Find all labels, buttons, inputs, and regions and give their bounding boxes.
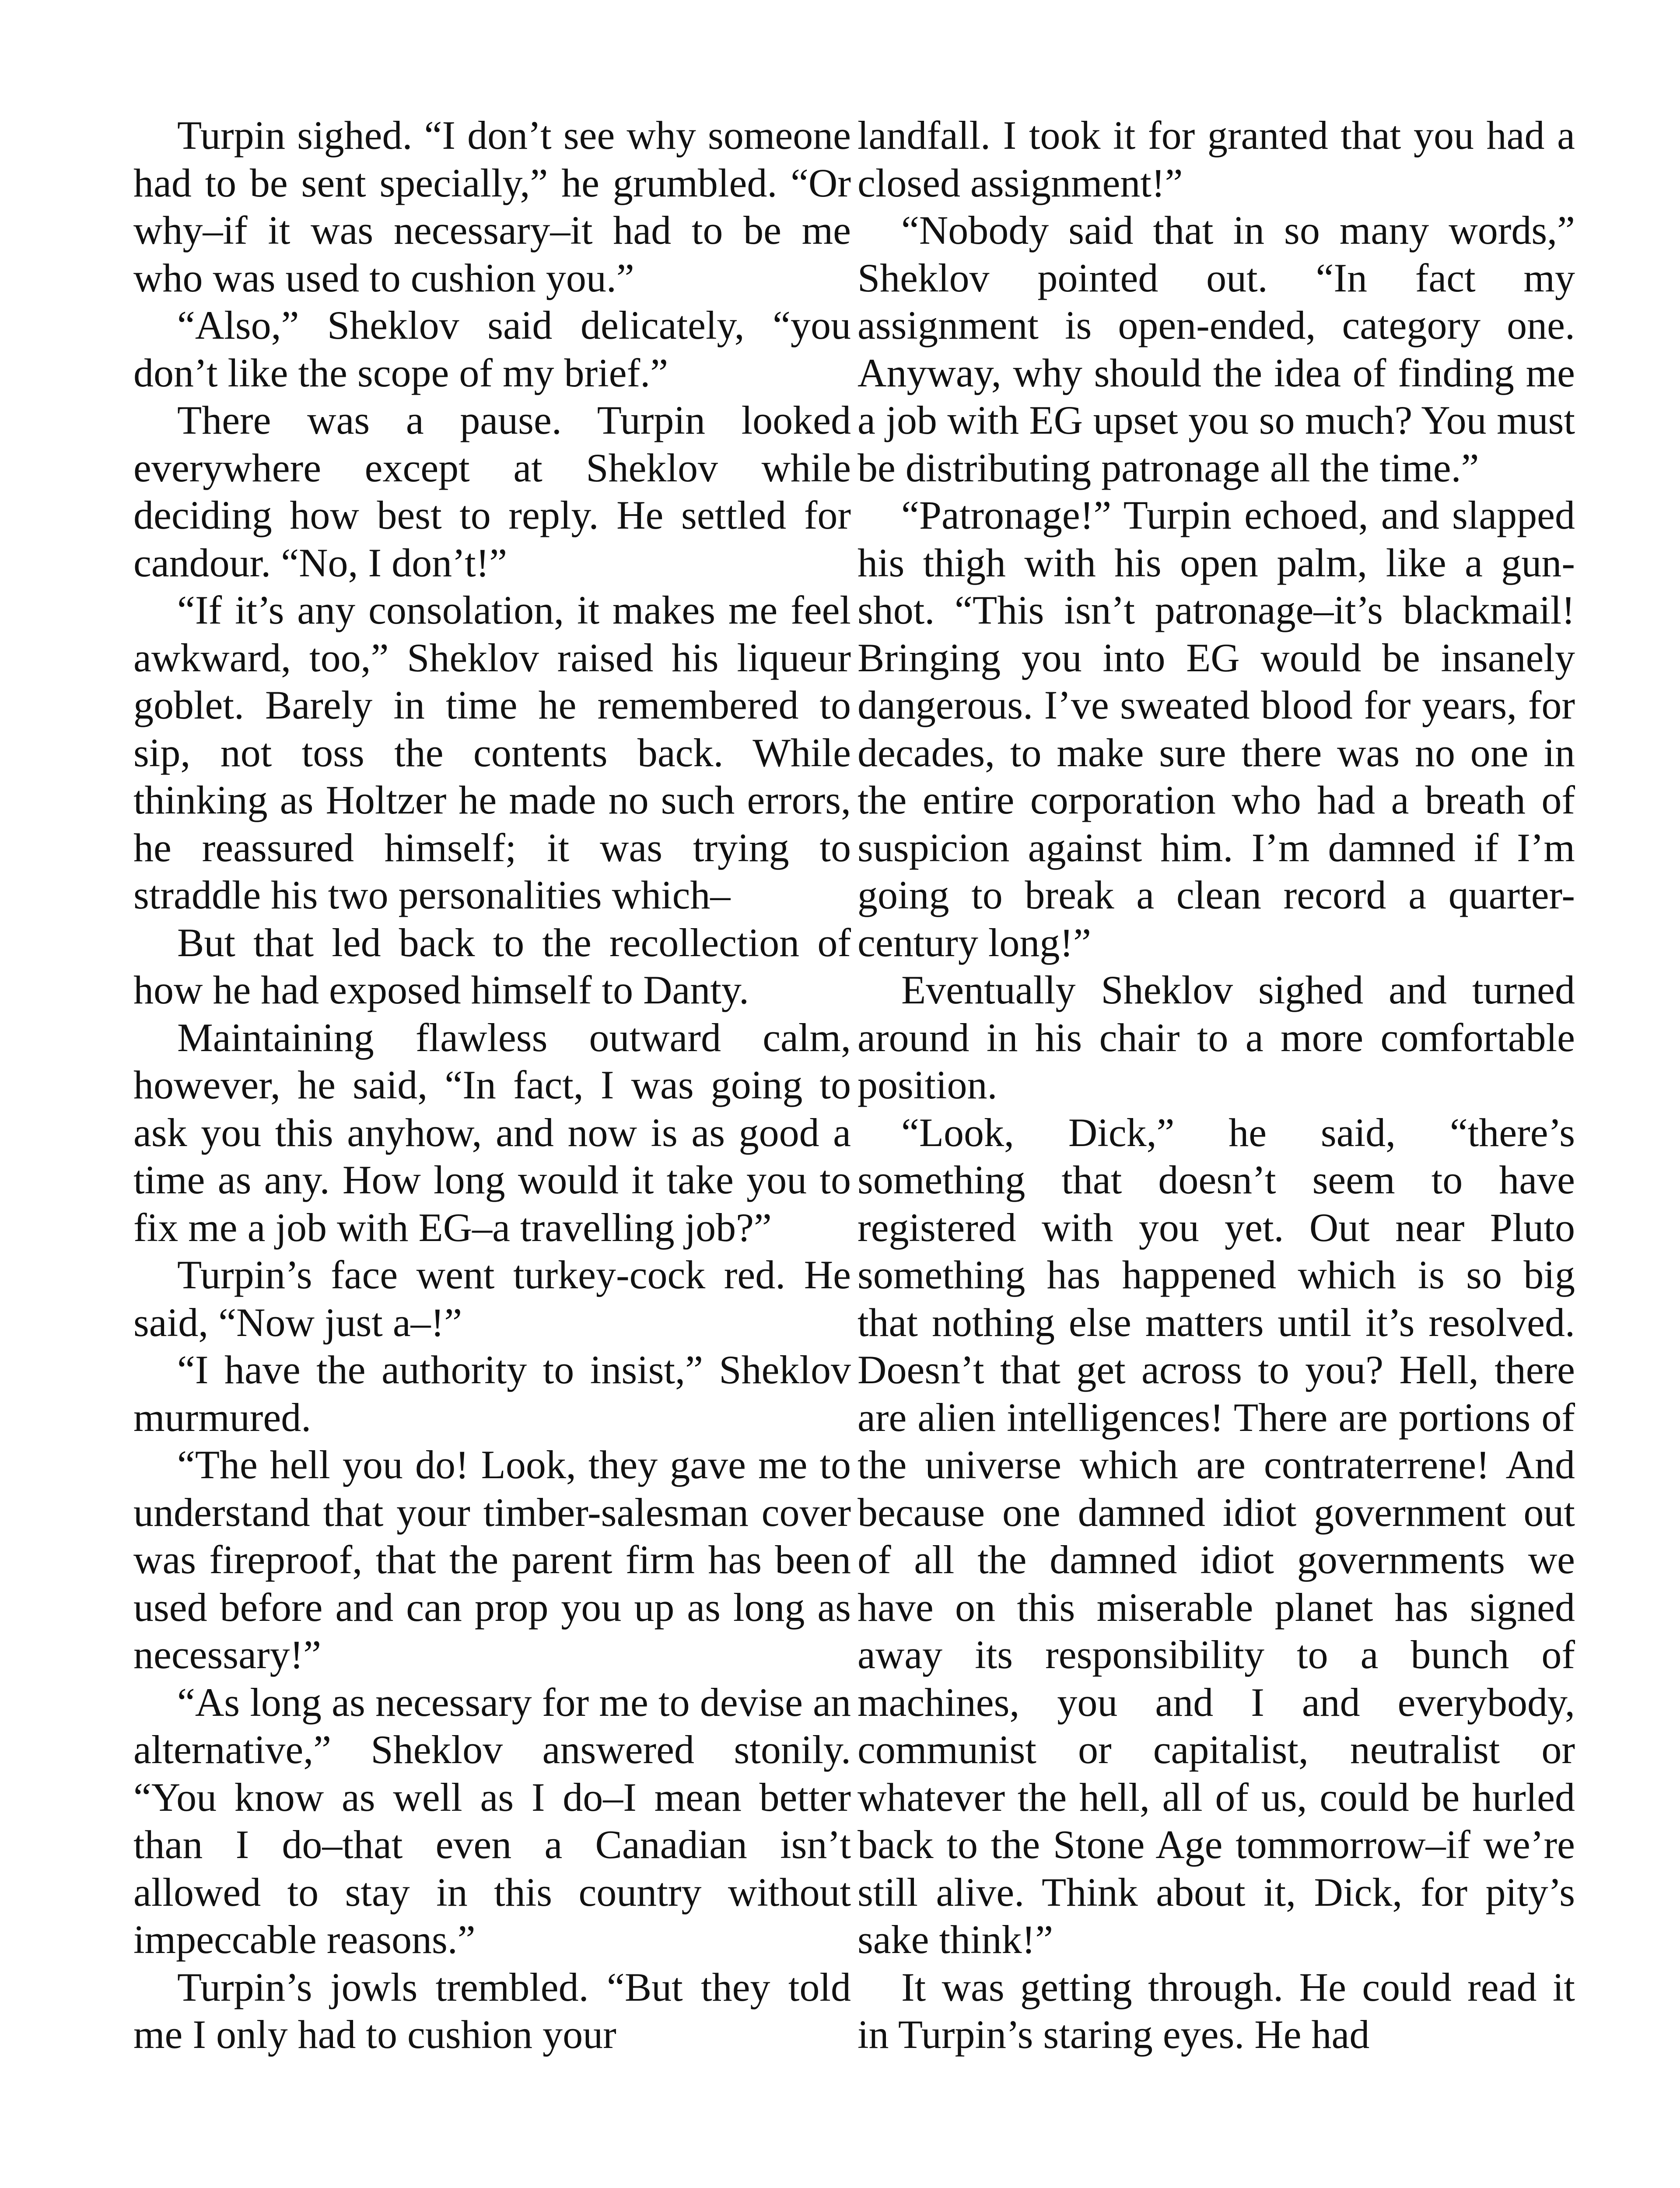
paragraph: “Also,” Sheklov said delicately, “you don’t like the scope of my brief.” [133, 303, 851, 395]
paragraph: Maintaining flawless outward calm, however, he said, “In fact, I was going to ask you this anyhow, and now is as good a time as any. How long would it take you to fix me a job with EG–a travelling job?” [133, 1015, 851, 1250]
paragraph: “I have the authority to insist,” Sheklov murmured. [133, 1347, 851, 1440]
left-column [133, 112, 851, 2058]
paragraph: “As long as necessary for me to devise an alternative,” Sheklov answered stonily. “You know as well as I do–I mean better than I do–that even a Canadian isn’t allowed to stay in this country without impeccable reasons.” [133, 1680, 851, 1962]
paragraph: There was a pause. Turpin looked everywhere except at Sheklov while deciding how best to reply. He settled for candour. “No, I don’t!” [133, 398, 851, 585]
paragraph: landfall. I took it for granted that you had a closed assignment!” [858, 113, 1575, 205]
paragraph: “Nobody said that in so many words,” Sheklov pointed out. “In fact my assignment is open-ended, category one. Anyway, why should the idea of finding me a job with EG upset you so much? You must be distributing patronage all the time.” [858, 208, 1575, 490]
paragraph: “The hell you do! Look, they gave me to understand that your timber-salesman cover was fireproof, that the parent firm has been used before and can prop you up as long as necessary!” [133, 1442, 851, 1677]
paragraph: “Look, Dick,” he said, “there’s something that doesn’t seem to have registered with you yet. Out near Pluto something has happened which is so big that nothing else matters until it’s resolved. Doesn’t that get across to you? Hell, there are alien intelligences! There are portions of the universe which are contraterrene! And because one damned idiot government out of all the damned idiot governments we have on this miserable planet has signed away its responsibility to a bunch of machines, you and I and everybody, communist or capitalist, neutralist or whatever the hell, all of us, could be hurled back to the Stone Age tommorrow–if we’re still alive. Think about it, Dick, for pity’s sake think!” [858, 1110, 1575, 1962]
paragraph: Turpin sighed. “I don’t see why someone had to be sent specially,” he grumbled. “Or why–if it was necessary–it had to be me who was used to cushion you.” [133, 113, 851, 300]
paragraph: Turpin’s jowls trembled. “But they told me I only had to cushion your [133, 1964, 851, 2057]
paragraph: But that led back to the recollection of how he had exposed himself to Danty. [133, 920, 851, 1012]
right-column [858, 112, 1575, 2058]
paragraph: Turpin’s face went turkey-cock red. He said, “Now just a–!” [133, 1252, 851, 1345]
paragraph: “Patronage!” Turpin echoed, and slapped his thigh with his open palm, like a gun-shot. “This isn’t patronage–it’s blackmail! Bringing you into EG would be insanely dangerous. I’ve sweated blood for years, for decades, to make sure there was no one in the entire corporation who had a breath of suspicion against him. I’m damned if I’m going to break a clean record a quarter-century long!” [858, 493, 1575, 965]
paragraph: It was getting through. He could read it in Turpin’s staring eyes. He had [858, 1964, 1575, 2057]
paragraph: Eventually Sheklov sighed and turned around in his chair to a more comfortable position. [858, 968, 1575, 1107]
paragraph: “If it’s any consolation, it makes me feel awkward, too,” Sheklov raised his liqueur goblet. Barely in time he remembered to sip, not toss the contents back. While thinking as Holtzer he made no such errors, he reassured himself; it was trying to straddle his two personalities which– [133, 588, 851, 917]
